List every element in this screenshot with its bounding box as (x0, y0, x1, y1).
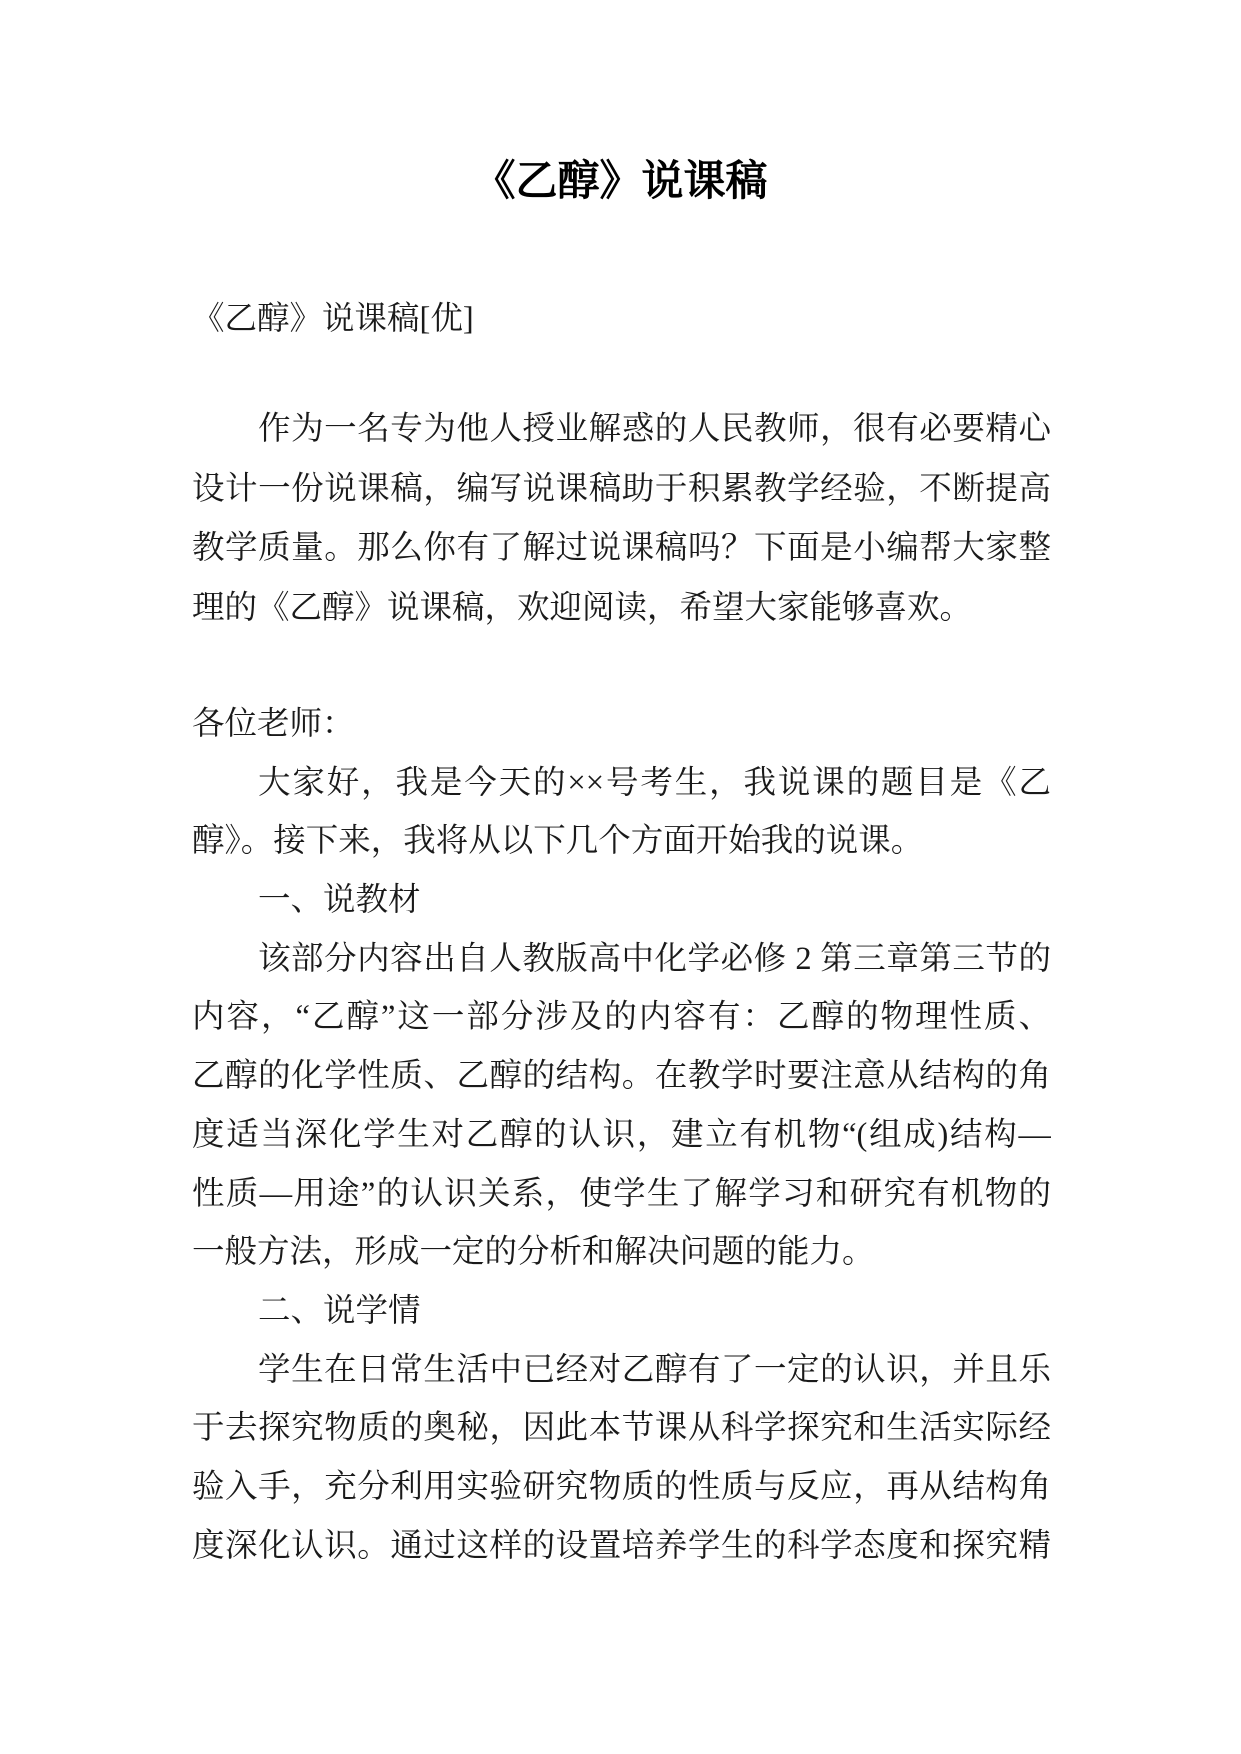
text-line: 度深化认识。通过这样的设置培养学生的科学态度和探究精 (192, 1527, 1051, 1564)
greeting: 各位老师： (192, 706, 355, 742)
text-line: 作为一名专为他人授业解惑的人民教师，很有必要精心 (258, 411, 1051, 447)
document-subtitle: 《乙醇》说课稿[优] (192, 301, 474, 337)
main-body (192, 695, 1051, 1575)
text-line: 于去探究物质的奥秘，因此本节课从科学探究和生活实际经 (192, 1410, 1051, 1447)
text-line: 验入手，充分利用实验研究物质的性质与反应，再从结构角 (192, 1468, 1051, 1505)
section-heading: 二、说学情 (258, 1292, 421, 1329)
text-line: 该部分内容出自人教版高中化学必修 2 第三章第三节的 (258, 940, 1051, 977)
document-title: 《乙醇》说课稿 (473, 159, 768, 205)
text-line: 乙醇的化学性质、乙醇的结构。在教学时要注意从结构的角 (192, 1058, 1051, 1095)
text-line: 设计一份说课稿，编写说课稿助于积累教学经验，不断提高 (192, 470, 1051, 507)
text-line: 学生在日常生活中已经对乙醇有了一定的认识，并且乐 (258, 1351, 1051, 1388)
text-line: 理的《乙醇》说课稿，欢迎阅读，希望大家能够喜欢。 (192, 589, 973, 626)
text-line: 教学质量。那么你有了解过说课稿吗？下面是小编帮大家整 (192, 530, 1051, 566)
intro-paragraph (192, 400, 1051, 638)
text-line: 醇》。接下来，我将从以下几个方面开始我的说课。 (192, 823, 924, 860)
text-line: 一般方法，形成一定的分析和解决问题的能力。 (192, 1234, 875, 1271)
subtitle-block (192, 290, 1051, 349)
text-line: 大家好，我是今天的××号考生，我说课的题目是《乙 (258, 764, 1051, 801)
section-heading: 一、说教材 (258, 882, 421, 919)
text-line: 性质—用途”的认识关系，使学生了解学习和研究有机物的 (192, 1175, 1051, 1212)
text-line: 内容，“乙醇”这一部分涉及的内容有：乙醇的物理性质、 (192, 999, 1051, 1036)
text-line: 度适当深化学生对乙醇的认识，建立有机物“(组成)结构— (192, 1116, 1051, 1153)
